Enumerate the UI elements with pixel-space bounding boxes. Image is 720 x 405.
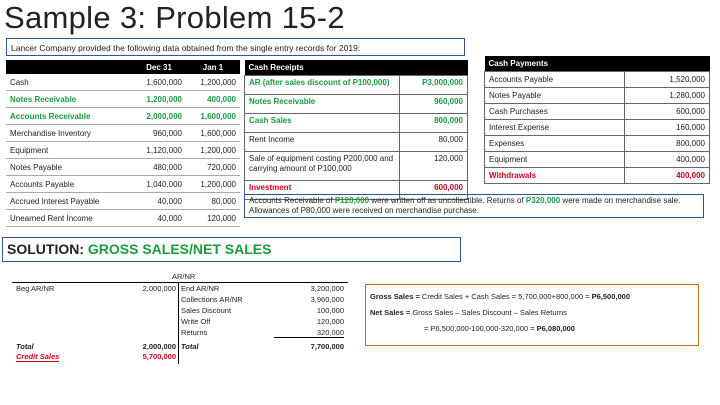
- balances-table: [6, 60, 240, 227]
- balances-row-jan1: 120,000: [186, 210, 240, 227]
- total-debit-label: Total: [16, 342, 34, 351]
- balances-row-label: Accounts Receivable: [6, 108, 132, 125]
- solution-topic: GROSS SALES/NET SALES: [87, 241, 272, 257]
- cash-receipts-amount: 600,000: [400, 181, 468, 200]
- t-account-credit-amount: 320,000: [274, 328, 344, 338]
- cash-payments-row: [485, 104, 710, 120]
- cash-payments-row: [485, 168, 710, 184]
- balances-row: [6, 74, 240, 91]
- balances-row-jan1: 1,200,000: [186, 142, 240, 159]
- cash-payments-table: [484, 56, 710, 184]
- balances-row-jan1: 1,600,000: [186, 125, 240, 142]
- total-credit-amount: 7,700,000: [310, 342, 344, 351]
- cash-receipts-row: [245, 76, 468, 95]
- cash-payments-amount: 1,280,000: [624, 88, 709, 104]
- t-account-credit-amount: 100,000: [316, 306, 344, 315]
- cash-receipts-amount: 120,000: [400, 152, 468, 181]
- cash-payments-label: Cash Purchases: [485, 104, 625, 120]
- cash-payments-row: [485, 152, 710, 168]
- cash-receipts-label: AR (after sales discount of P100,000): [245, 76, 400, 95]
- t-account-credit-amount: 3,200,000: [310, 284, 344, 293]
- cash-payments-amount: 400,000: [624, 152, 709, 168]
- balances-header-label: [6, 60, 132, 74]
- balances-row: [6, 210, 240, 227]
- balances-row-jan1: 1,600,000: [186, 108, 240, 125]
- t-account-title: AR/NR: [172, 272, 196, 281]
- balances-row-jan1: 1,200,000: [186, 74, 240, 91]
- ar-nr-t-account: [12, 272, 352, 364]
- balances-row-jan1: 80,000: [186, 193, 240, 210]
- solution-heading: [2, 237, 461, 262]
- gross-sales-label: Gross Sales =: [370, 292, 420, 301]
- t-account-credit-label: End AR/NR: [181, 284, 220, 293]
- balances-row: [6, 176, 240, 193]
- t-account-divider: [178, 282, 179, 364]
- net-sales-text: Gross Sales – Sales Discount – Sales Returns: [410, 308, 567, 317]
- balances-row-label: Merchandise Inventory: [6, 125, 132, 142]
- balances-row-label: Unearned Rent Income: [6, 210, 132, 227]
- gross-sales-result: P6,500,000: [591, 292, 630, 301]
- balances-row-dec31: 1,600,000: [132, 74, 186, 91]
- credit-sales-amount: 5,700,000: [142, 352, 176, 361]
- cash-payments-row: [485, 136, 710, 152]
- t-account-credit-label: Collections AR/NR: [181, 295, 243, 304]
- credit-sales-label: Credit Sales: [16, 352, 60, 361]
- balances-row-jan1: 1,200,000: [186, 176, 240, 193]
- cash-payments-label: Accounts Payable: [485, 72, 625, 88]
- net-sales-line: [370, 305, 694, 321]
- balances-row-label: Accounts Payable: [6, 176, 132, 193]
- t-account-credit-label: Returns: [181, 328, 208, 337]
- cash-receipts-label: Rent Income: [245, 133, 400, 152]
- cash-payments-label: Withdrawals: [485, 168, 625, 184]
- cash-receipts-amount: 80,000: [400, 133, 468, 152]
- cash-receipts-label: Investment: [245, 181, 400, 200]
- adjustments-note: [244, 194, 704, 218]
- balances-row-jan1: 400,000: [186, 91, 240, 108]
- beg-ar-nr-label: Beg AR/NR: [16, 284, 55, 293]
- cash-payments-amount: 600,000: [624, 104, 709, 120]
- net-sales-result: P6,080,000: [536, 324, 575, 333]
- note-part3: were made on merchandise sale. Allowances of P80,000 were received on merchandise purchase.: [249, 196, 681, 215]
- solution-prefix: SOLUTION:: [7, 241, 88, 257]
- balances-row: [6, 193, 240, 210]
- cash-receipts-amount: 800,000: [400, 114, 468, 133]
- balances-row-dec31: 1,200,000: [132, 91, 186, 108]
- total-debit-amount: 2,000,000: [142, 342, 176, 351]
- balances-row-dec31: 1,120,000: [132, 142, 186, 159]
- cash-payments-amount: 160,000: [624, 120, 709, 136]
- note-amount-returns: P320,000: [525, 196, 561, 205]
- gross-sales-line: [370, 289, 694, 305]
- balances-row-label: Equipment: [6, 142, 132, 159]
- intro-text: Lancer Company provided the following data obtained from the single entry records for 2019:: [6, 38, 465, 56]
- t-account-credit-amount: 120,000: [316, 317, 344, 326]
- cash-receipts-row: [245, 95, 468, 114]
- balances-row: [6, 91, 240, 108]
- cash-receipts-label: Cash Sales: [245, 114, 400, 133]
- note-part2: were written off as uncollectible. Returns of: [369, 196, 526, 205]
- balances-row-dec31: 40,000: [132, 210, 186, 227]
- cash-payments-label: Equipment: [485, 152, 625, 168]
- balances-row: [6, 159, 240, 176]
- balances-row-dec31: 960,000: [132, 125, 186, 142]
- balances-row-jan1: 720,000: [186, 159, 240, 176]
- gross-sales-text: Credit Sales + Cash Sales = 5,700,000+800,000 =: [419, 292, 592, 301]
- t-account-credit-amount: 3,960,000: [310, 295, 344, 304]
- t-account-credit-label: Sales Discount: [181, 306, 232, 315]
- balances-row-dec31: 40,000: [132, 193, 186, 210]
- balances-row-label: Accrued Interest Payable: [6, 193, 132, 210]
- net-sales-calc: = P6,500,000-100,000-320,000 =: [424, 324, 537, 333]
- balances-header-jan1: Jan 1: [202, 62, 224, 72]
- note-amount-writeoff: P120,000: [334, 196, 370, 205]
- cash-receipts-amount: 960,000: [400, 95, 468, 114]
- cash-receipts-table: [244, 60, 468, 200]
- cash-receipts-row: [245, 152, 468, 181]
- note-part1: Accounts Receivable of: [249, 196, 335, 205]
- cash-payments-header: Cash Payments: [488, 59, 549, 68]
- cash-payments-amount: 400,000: [624, 168, 709, 184]
- cash-receipts-row: [245, 133, 468, 152]
- net-sales-label: Net Sales =: [370, 308, 411, 317]
- balances-row-label: Cash: [6, 74, 132, 91]
- balances-row-label: Notes Receivable: [6, 91, 132, 108]
- cash-payments-label: Notes Payable: [485, 88, 625, 104]
- cash-payments-label: Expenses: [485, 136, 625, 152]
- balances-row: [6, 108, 240, 125]
- balances-header-row: [6, 60, 240, 74]
- t-account-credit-label: Write Off: [181, 317, 211, 326]
- balances-row: [6, 142, 240, 159]
- sales-formula-box: [365, 284, 699, 346]
- cash-payments-amount: 800,000: [624, 136, 709, 152]
- cash-receipts-header: Cash Receipts: [248, 63, 304, 72]
- balances-row-dec31: 2,000,000: [132, 108, 186, 125]
- balances-row-dec31: 1,040,000: [132, 176, 186, 193]
- cash-payments-row: [485, 72, 710, 88]
- total-credit-label: Total: [181, 342, 199, 351]
- cash-receipts-label: Sale of equipment costing P200,000 and carrying amount of P100,000: [245, 152, 400, 181]
- slide-title: Sample 3: Problem 15-2: [4, 0, 345, 35]
- net-sales-calc-line: [370, 321, 694, 337]
- cash-payments-row: [485, 120, 710, 136]
- cash-receipts-row: [245, 114, 468, 133]
- cash-payments-amount: 1,520,000: [624, 72, 709, 88]
- cash-receipts-label: Notes Receivable: [245, 95, 400, 114]
- balances-header-dec31: Dec 31: [146, 62, 172, 72]
- cash-payments-label: Interest Expense: [485, 120, 625, 136]
- beg-ar-nr-amount: 2,000,000: [142, 284, 176, 293]
- balances-row-dec31: 480,000: [132, 159, 186, 176]
- balances-row: [6, 125, 240, 142]
- cash-payments-row: [485, 88, 710, 104]
- balances-row-label: Notes Payable: [6, 159, 132, 176]
- t-account-top-line: [12, 282, 348, 283]
- cash-receipts-amount: P3,000,000: [400, 76, 468, 95]
